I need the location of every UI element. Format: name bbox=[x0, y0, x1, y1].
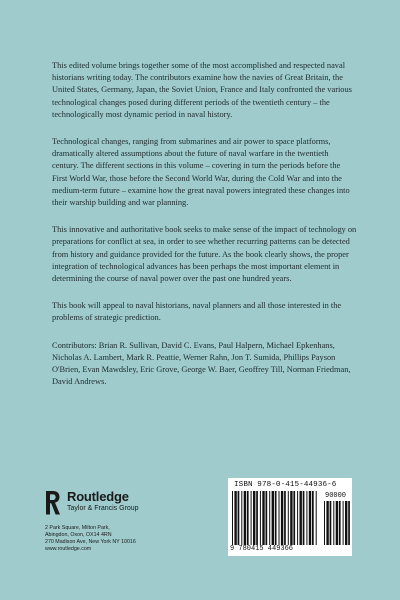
blurb-paragraph-3: This innovative and authoritative book seeks to make sense of the impact of technology on preparations for conflict at sea, in order to see whether recurring patterns can be detected from history and guidance provided for the future. As the book clearly shows, the proper integration of technological advances has been perhaps the most important element in determining the course of naval power over the past one hundred years. bbox=[52, 225, 357, 284]
blurb-paragraph-4: This book will appeal to naval historians, naval planners and all those interested in the problems of strategic prediction. bbox=[52, 301, 342, 323]
addon-barcode-bars bbox=[324, 501, 350, 545]
address-line: 270 Madison Ave, New York NY 10016 bbox=[45, 539, 136, 546]
address-line: 2 Park Square, Milton Park, bbox=[45, 525, 110, 531]
routledge-r-logo-icon bbox=[45, 490, 61, 516]
price-code: 90000 bbox=[325, 492, 347, 500]
isbn-barcode bbox=[228, 478, 352, 556]
publisher-website: www.routledge.com bbox=[45, 546, 92, 553]
publisher-block bbox=[45, 490, 215, 553]
ean-digits: 9 780415 449366 bbox=[230, 545, 294, 553]
publisher-group: Taylor & Francis Group bbox=[67, 505, 139, 512]
contributors-list: Contributors: Brian R. Sullivan, David C. Evans, Paul Halpern, Michael Epkenhans, Nicholas A. Lambert, Mark R. Peattie, Werner Rahn, Jon T. Sumida, Phillips Payson O'Brien, Evan Mawdsley, Eric Grove, George W. Baer, Geoffrey Till, Norman Friedman, David Andrews. bbox=[52, 340, 351, 387]
blurb-paragraph-1: This edited volume brings together some of the most accomplished and respected naval historians writing today. The contributors examine how the navies of Great Britain, the United States, Germany, Japan, the Soviet Union, France and Italy confronted the various technological changes posed during different periods of the twentieth century – the technologically most dynamic period in naval history. bbox=[52, 61, 352, 119]
publisher-address bbox=[45, 525, 215, 553]
blurb bbox=[52, 60, 357, 403]
blurb-paragraph-2: Technological changes, ranging from submarines and air power to space platforms, dramatically altered assumptions about the future of naval warfare in the twentieth century. The different sections in this volume – covering in turn the periods before the First World War, those before the Second World War, during the Cold War and into the medium-term future – examine how the great naval powers integrated these changes into their warship building and war planning. bbox=[52, 137, 350, 208]
publisher-name: Routledge bbox=[67, 489, 129, 504]
ean-barcode-bars bbox=[232, 491, 320, 545]
address-line: Abingdon, Oxon, OX14 4RN bbox=[45, 532, 112, 539]
isbn-number: ISBN 978-0-415-44936-6 bbox=[234, 481, 337, 489]
